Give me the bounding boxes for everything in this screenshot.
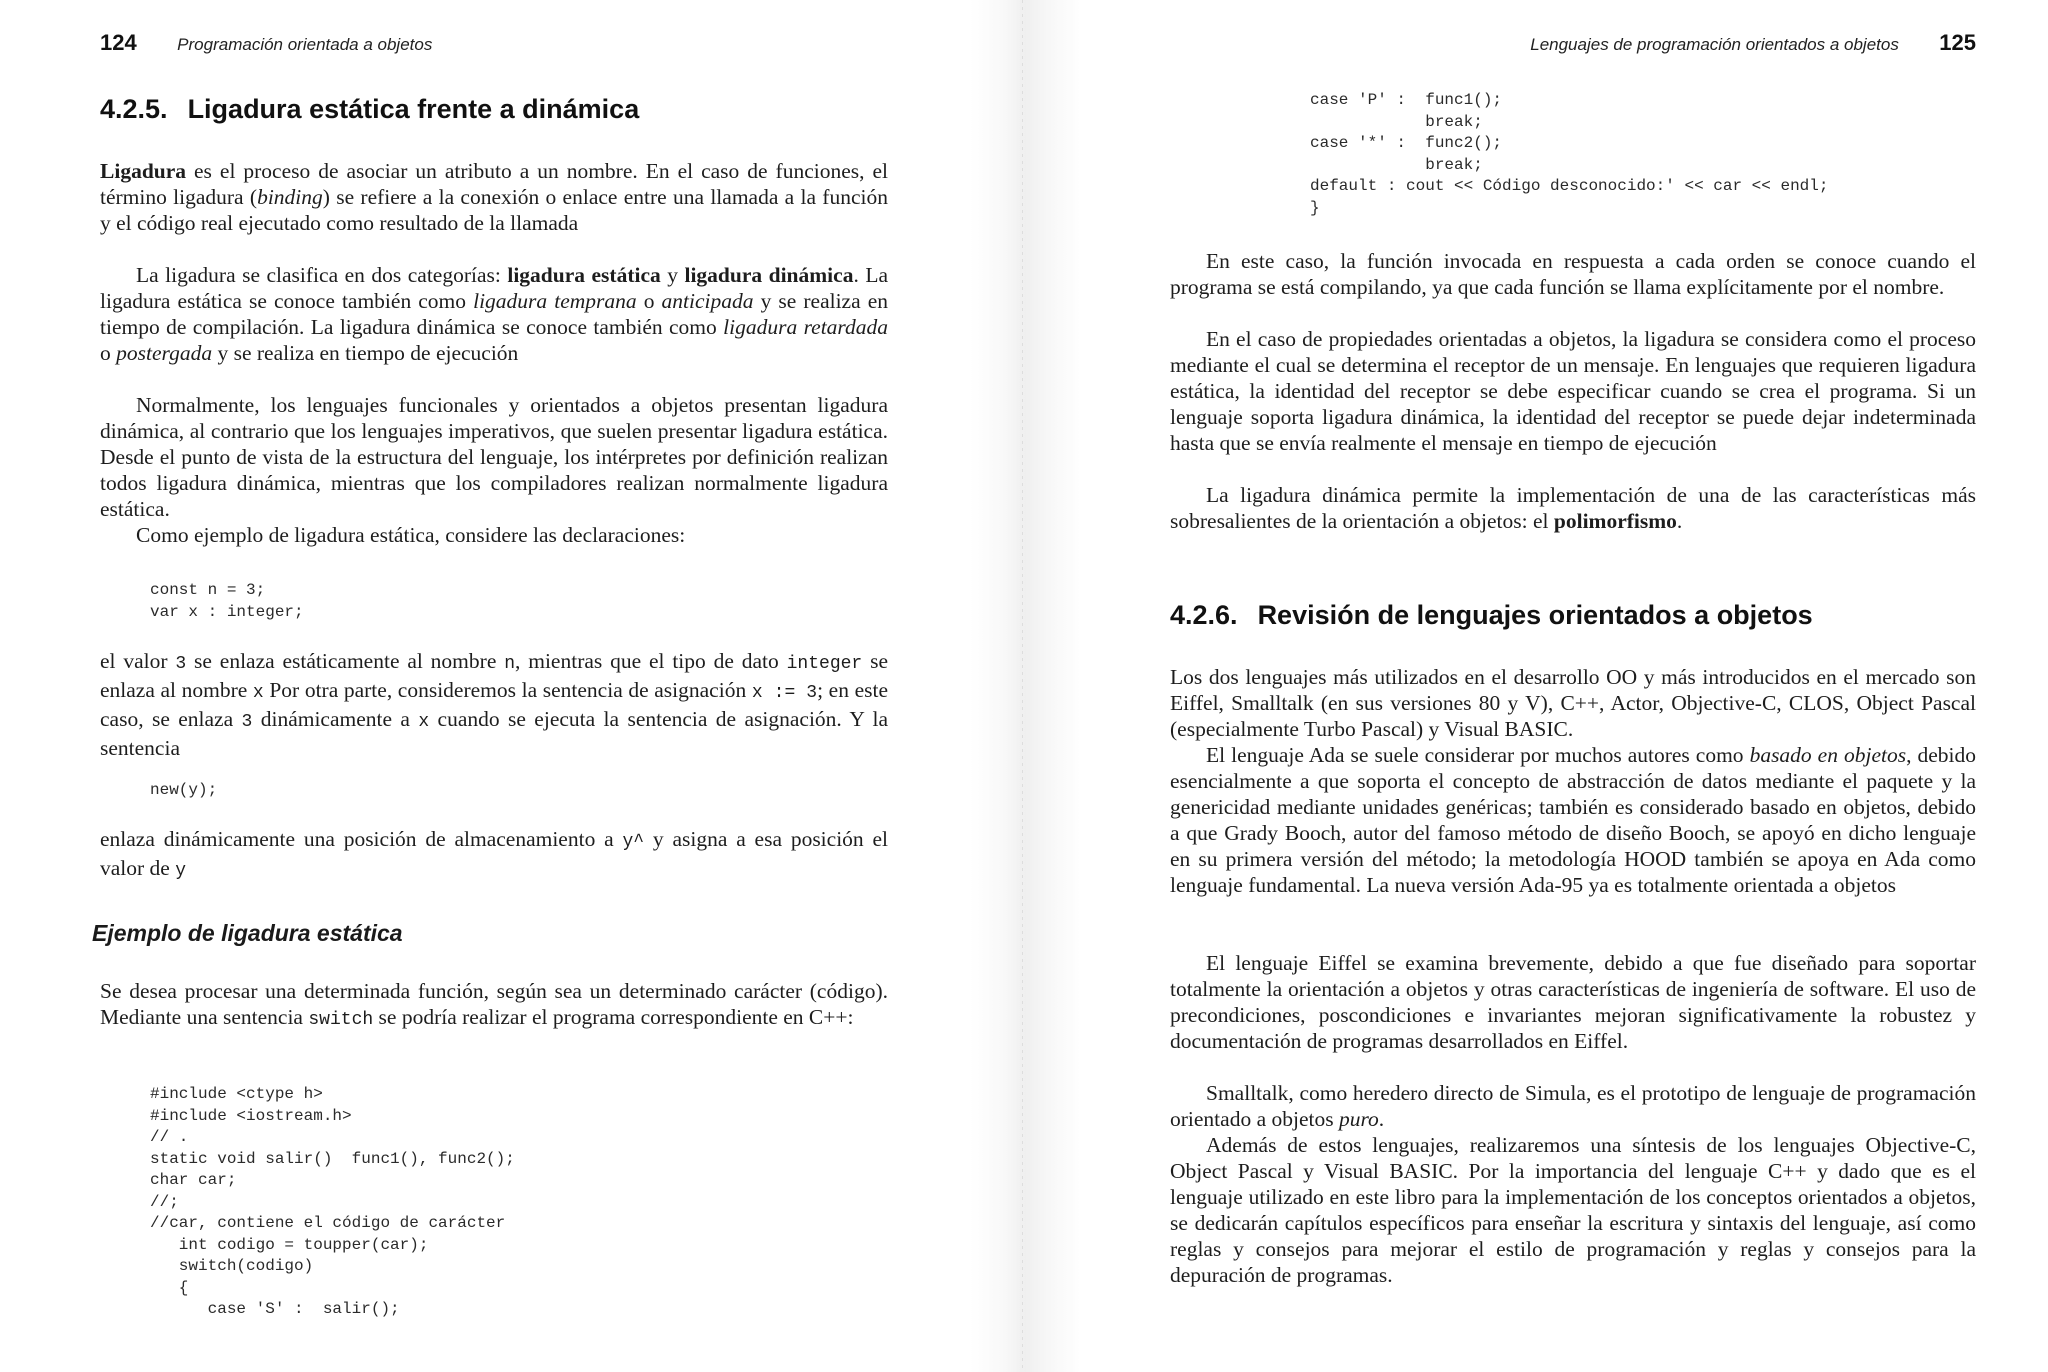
paragraph-enlaza-dinamicamente [100,826,888,884]
paragraph-sintesis: Además de estos lenguajes, realizaremos una síntesis de los lenguajes Objective-C, Object Pascal y Visual BASIC. Por la importancia del lenguaje C++ y dado que es el lenguaje utilizado en este libro para la implementación de los conceptos orientados a objetos, se dedicarán capítulos específicos para enseñar la escritura y sintaxis del lenguaje, así como reglas y consejos para mejorar el estilo de programación y reglas y consejos para la depuración de programas. [1170,1133,1976,1287]
text: ; en este caso, se enlaza [100,678,889,731]
italic-term: puro [1338,1107,1379,1131]
text: enlaza dinámicamente una posición de almacenamiento a [100,827,623,851]
text: dinámicamente a [252,707,419,731]
section-number: 4.2.5. [100,94,168,124]
text: cuando se ejecuta la sentencia de asignación. Y la sentencia [100,707,889,760]
text: La ligadura se clasifica en dos categorías: [136,263,508,287]
inline-code: x [252,683,264,703]
text: Por otra parte, consideremos la sentencia de asignación [263,678,752,702]
paragraph-switch-intro [100,978,888,1033]
code-new: new(y); [150,781,218,799]
paragraph-smalltalk [1170,1080,1976,1132]
code-switch-continued: case 'P' : func1(); break; case '*' : func2(); break; default : cout << Código desconocido:' << car << endl; } [1310,91,1829,217]
text: se enlaza al nombre [100,649,888,702]
text: ) se refiere a la conexión o enlace entre una llamada a la función y el código real ejecutado como resultado de la llamada [100,185,888,235]
text: el valor [100,649,176,673]
right-page-header [1530,30,1976,56]
section-heading-4-2-6 [1170,600,1813,631]
paragraph-normalmente: Normalmente, los lenguajes funcionales y orientados a objetos presentan ligadura dinámica, al contrario que los lenguajes imperativos, que suelen presentar ligadura estática. Desde el punto de vista de la estructura del lenguaje, los intérpretes por definición realizan todos ligadura dinámica, mientras que los compiladores realizan normalmente ligadura estática. [100,393,888,521]
paragraph-polimorfismo [1170,482,1976,534]
bold-term: ligadura dinámica [684,263,854,287]
text: y [660,263,685,287]
paragraph-categories [100,262,888,366]
inline-code: x [418,712,430,732]
text: o [636,289,662,313]
text: La ligadura dinámica permite la implementación de una de las características más sobresalientes de la orientación a objetos: el [1170,483,1976,533]
text: y se realiza en tiempo de ejecución [212,341,519,365]
section-heading-4-2-5 [100,94,639,125]
text: . La ligadura estática se conoce también como [100,263,888,313]
italic-term: basado en objetos [1749,743,1907,767]
paragraph-en-este-caso: En este caso, la función invocada en respuesta a cada orden se conoce cuando el programa se está compilando, ya que cada función se llama explícitamente por el nombre. [1170,249,1976,299]
inline-code: 3 [241,712,253,732]
paragraph-ejemplo-intro: Como ejemplo de ligadura estática, considere las declaraciones: [136,523,686,547]
inline-code: n [504,654,516,674]
inline-code: x := 3 [751,683,818,703]
code-declarations: const n = 3; var x : integer; [150,581,304,621]
paragraph-valor-enlaza [100,648,888,761]
subsection-heading: Ejemplo de ligadura estática [92,920,403,946]
running-title: Lenguajes de programación orientados a objetos [1530,35,1899,54]
text: . [1378,1107,1385,1131]
text: Se desea procesar una determinada función, según sea un determinado carácter (código). Mediante una sentencia [100,979,888,1029]
left-page-header [100,30,432,56]
text: y se realiza en tiempo de compilación. La ligadura dinámica se conoce también como [100,289,889,339]
text: , mientras que el tipo de dato [515,649,787,673]
paragraph-ligadura-definition [100,158,888,236]
text: se podría realizar el programa correspondiente en C++: [373,1005,854,1029]
italic-term: binding [257,185,323,209]
inline-code: switch [308,1010,374,1030]
paragraph-eiffel: El lenguaje Eiffel se examina brevemente, debido a que fue diseñado para soportar totalmente la orientación a objetos y otras características de ingeniería de software. El uso de precondiciones, poscondiciones e invariantes mejoran significativamente la robustez y documentación de programas desarrollados en Eiffel. [1170,951,1976,1053]
page-number: 125 [1939,30,1976,55]
bold-term: Ligadura [100,159,187,183]
right-page [1060,0,2048,1372]
italic-term: anticipada [661,289,754,313]
italic-term: postergada [116,341,213,365]
text: , debido esencialmente a que soporta el concepto de abstracción de datos mediante el paquete y la genericidad mediante unidades genéricas; también es considerado basado en objetos, debido a que Grady Booch, autor del famoso método de diseño Booch, se apoyó en dicho lenguaje en su primera versión del método; la metodología HOOD también se apoya en Ada como lenguaje fundamental. La nueva versión Ada-95 ya es totalmente orientada a objetos [1170,743,1976,897]
left-page [0,0,990,1372]
inline-code: y^ [622,832,645,852]
text: El lenguaje Ada se suele considerar por muchos autores como [1206,743,1750,767]
text: o [100,341,117,365]
section-title: Ligadura estática frente a dinámica [187,94,640,124]
inline-code: 3 [175,654,187,674]
paragraph-dos-lenguajes: Los dos lenguajes más utilizados en el desarrollo OO y más introducidos en el mercado son Eiffel, Smalltalk (en sus versiones 80 y V), C++, Actor, Objective-C, CLOS, Object Pascal (especialmente Turbo Pascal) y Visual BASIC. [1170,665,1976,741]
paragraph-propiedades-oo: En el caso de propiedades orientadas a objetos, la ligadura se considera como el proceso mediante el cual se determina el receptor de un mensaje. En lenguajes que requieren ligadura estática, la identidad del receptor se debe especificar cuando se crea el programa. Si un lenguaje soporta ligadura dinámica, la identidad del receptor se puede dejar indeterminada hasta que se envía realmente el mensaje en tiempo de ejecución [1170,327,1976,455]
running-title: Programación orientada a objetos [177,35,433,54]
page-number: 124 [100,30,137,55]
code-cpp-program: #include <ctype h> #include <iostream.h> // . static void salir() func1(), func2(); char car; //; //car, contiene el código de carácter int codigo = toupper(car); switch(codigo) { case 'S' : salir(); [150,1085,515,1318]
inline-code: y [175,861,187,881]
inline-code: integer [786,654,863,674]
text: se enlaza estáticamente al nombre [186,649,505,673]
bold-term: ligadura estática [507,263,661,287]
bold-term: polimorfismo [1553,509,1677,533]
text: es el proceso de asociar un atributo a un nombre. En el caso de funciones, el término ligadura ( [100,159,888,209]
text: . [1676,509,1683,533]
italic-term: ligadura retardada [723,315,889,339]
paragraph-ada [1170,742,1976,898]
text: Smalltalk, como heredero directo de Simula, es el prototipo de lenguaje de programación orientado a objetos [1170,1081,1976,1131]
section-title: Revisión de lenguajes orientados a objetos [1257,600,1813,630]
italic-term: ligadura temprana [473,289,637,313]
section-number: 4.2.6. [1170,600,1238,630]
text: y asigna a esa posición el valor de [100,827,888,880]
